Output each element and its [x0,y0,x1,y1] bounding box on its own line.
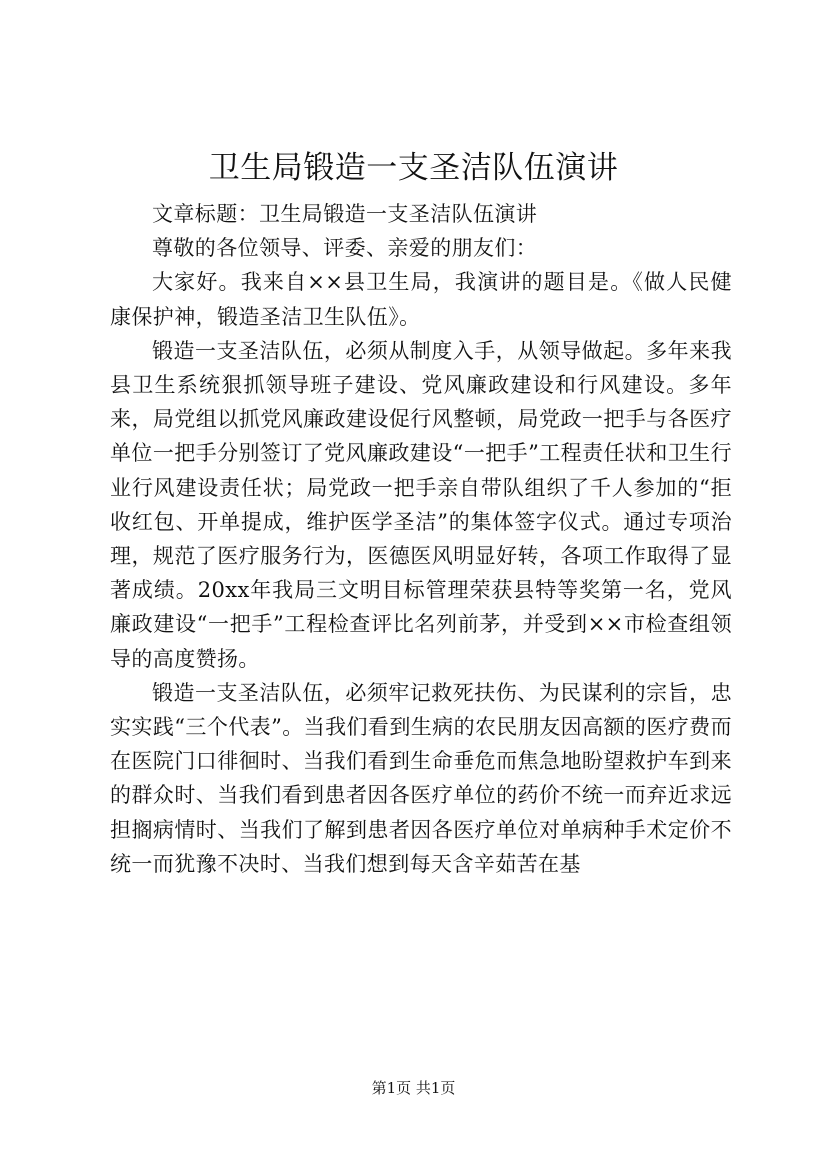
document-body [110,197,732,881]
paragraph-serving-the-people: 锻造一支圣洁队伍，必须牢记救死扶伤、为民谋利的宗旨，忠实实践“三个代表”。当我们看到生病的农民朋友因高额的医疗费而在医院门口徘徊时、当我们看到生命垂危而焦急地盼望救护车到来的群众时、当我们看到患者因各医疗单位的药价不统一而弃近求远担搁病情时、当我们了解到患者因各医疗单位对单病种手术定价不统一而犹豫不决时、当我们想到每天含辛茹苦在基 [110,680,732,876]
paragraph-system-and-leadership: 锻造一支圣洁队伍，必须从制度入手，从领导做起。多年来我县卫生系统狠抓领导班子建设、党风廉政建设和行风建设。多年来，局党组以抓党风廉政建设促行风整顿，局党政一把手与各医疗单位一把手分别签订了党风廉政建设“一把手”工程责任状和卫生行业行风建设责任状；局党政一把手亲自带队组织了千人参加的“拒收红包、开单提成，维护医学圣洁”的集体签字仪式。通过专项治理，规范了医疗服务行为，医德医风明显好转，各项工作取得了显著成绩。20xx年我局三文明目标管理荣获县特等奖第一名，党风廉政建设“一把手”工程检查评比名列前茅，并受到××市检查组领导的高度赞扬。 [110,338,732,671]
paragraph-introduction: 大家好。我来自××县卫生局，我演讲的题目是。《做人民健康保护神，锻造圣洁卫生队伍》。 [110,270,732,329]
page-number-footer: 第1页 共1页 [371,1079,456,1097]
document-title: 卫生局锻造一支圣洁队伍演讲 [208,150,619,186]
paragraph-salutation: 尊敬的各位领导、评委、亲爱的朋友们： [152,236,538,261]
paragraph-article-title: 文章标题：卫生局锻造一支圣洁队伍演讲 [152,202,538,226]
